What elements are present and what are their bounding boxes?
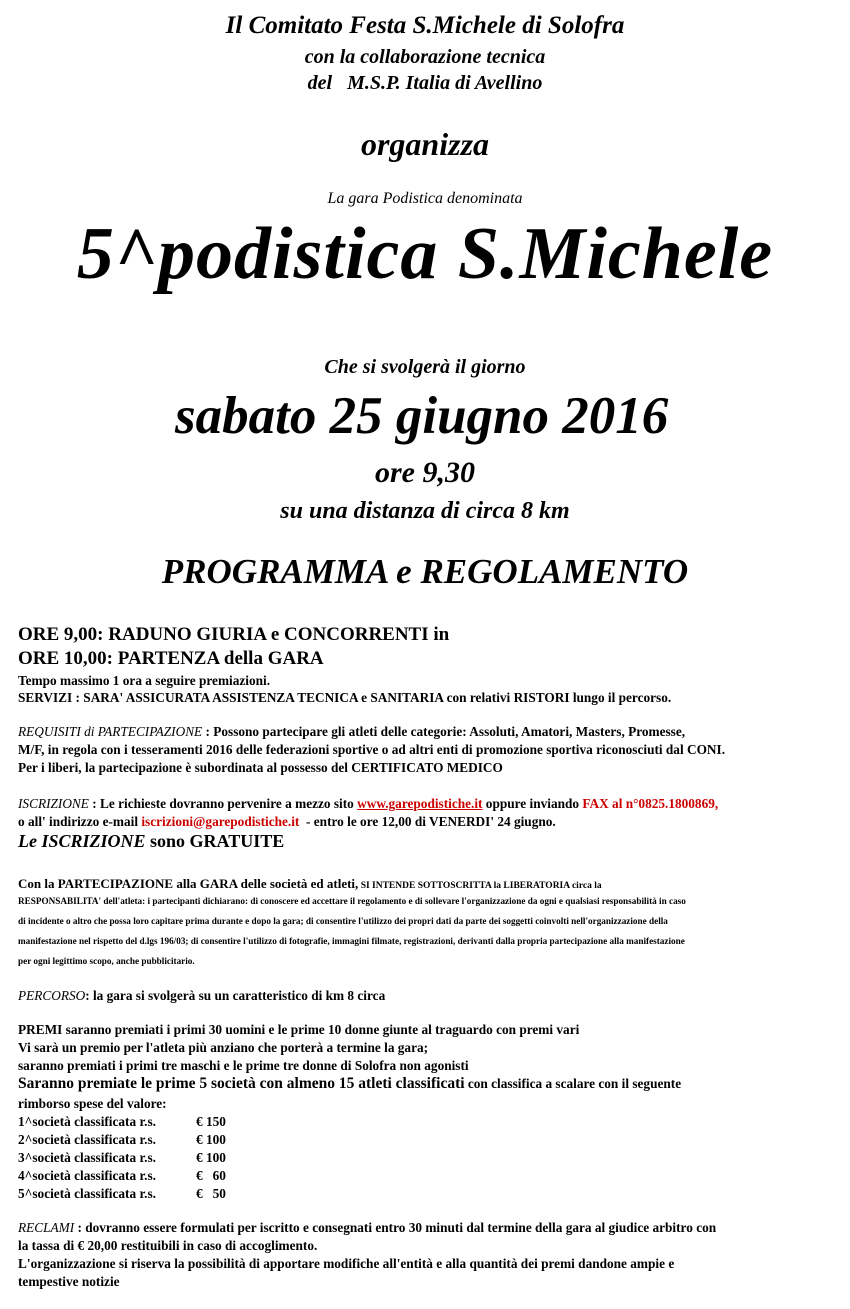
date-intro: Che si svolgerà il giorno [324,356,526,378]
prize-amount: € 150 [196,1114,226,1129]
reclami-line1 [18,1220,716,1236]
prize-position: 3^società classificata r.s. [18,1150,156,1165]
premi-line2: Vi sarà un premio per l'atleta più anziano che porterà a termine la gara; [18,1040,429,1055]
prize-amount: € 50 [196,1186,226,1201]
iscrizione-text3: o all' indirizzo e-mail [18,814,142,829]
iscrizione-line1 [18,796,718,812]
iscrizione-free [18,831,284,852]
liberatoria-lead: Con la PARTECIPAZIONE alla GARA delle società ed atleti, [18,876,359,891]
reclami-line4: tempestive notizie [18,1274,120,1289]
requisiti-label: REQUISITI di PARTECIPAZIONE [18,724,203,739]
reclami-label: RECLAMI [18,1220,75,1235]
prize-position: 4^società classificata r.s. [18,1168,156,1183]
free-text: sono GRATUITE [145,831,285,851]
fax-number: FAX al n°0825.1800869, [582,796,719,811]
iscrizione-text2: oppure inviando [482,796,583,811]
liberatoria-line3: di incidente o altro che possa loro capitare prima durante e dopo la gara; di consentire l'utilizzo dei propri dati da parte dei soggetti coinvolti nell'organizzazione della [18,916,668,926]
race-subtitle: La gara Podistica denominata [327,190,523,207]
prize-amount: € 60 [196,1168,226,1183]
prize-row [18,1186,226,1202]
organizza-heading: organizza [360,126,490,162]
prize-amount: € 100 [196,1150,226,1165]
liberatoria-line1 [18,876,602,892]
requisiti-line3: Per i liberi, la partecipazione è subordinata al possesso del CERTIFICATO MEDICO [18,760,503,775]
event-title: 5^podistica S.Michele [76,213,774,295]
societa-big: Saranno premiate le prime 5 società con almeno 15 atleti classificati [18,1075,465,1092]
section-title: PROGRAMMA e REGOLAMENTO [161,552,689,591]
prize-amount: € 100 [196,1132,226,1147]
percorso-label: PERCORSO [18,988,86,1003]
reclami-line2: la tassa di € 20,00 restituibili in caso di accoglimento. [18,1238,318,1253]
free-label: Le ISCRIZIONE [18,831,146,851]
servizi-line: SERVIZI : SARA' ASSICURATA ASSISTENZA TECNICA e SANITARIA con relativi RISTORI lungo il percorso. [18,690,672,705]
prize-position: 5^società classificata r.s. [18,1186,156,1201]
collaboration-line: con la collaborazione tecnica [304,46,546,68]
event-date: sabato 25 giugno 2016 [175,387,669,445]
prize-row [18,1168,226,1184]
iscrizione-label: ISCRIZIONE [18,796,89,811]
iscrizione-line2 [18,814,556,830]
email-link[interactable]: iscrizioni@garepodistiche.it [141,814,300,829]
liberatoria-lead-small: SI INTENDE SOTTOSCRITTA la LIBERATORIA circa la [358,881,602,891]
tempo-line: Tempo massimo 1 ora a seguire premiazioni. [18,673,271,688]
premi-line1: PREMI saranno premiati i primi 30 uomini e le prime 10 donne giunte al traguardo con premi vari [18,1022,580,1037]
societa-small: con classifica a scalare con il seguente [464,1076,682,1091]
liberatoria-line2: RESPONSABILITA' dell'atleta: i partecipanti dichiarano: di conoscere ed accettare il regolamento e di sollevare l'organizzazione da ogni e qualsiasi responsabilità in caso [18,896,686,906]
prize-row [18,1150,226,1166]
msp-line: del M.S.P. Italia di Avellino [307,72,543,94]
event-distance: su una distanza di circa 8 km [280,498,570,524]
premi-line3: saranno premiati i primi tre maschi e le prime tre donne di Solofra non agonisti [18,1058,469,1073]
site-link[interactable]: www.garepodistiche.it [357,796,483,811]
prize-row [18,1114,226,1130]
percorso-text: : la gara si svolgerà su un caratteristico di km 8 circa [85,988,386,1003]
reclami-line3: L'organizzazione si riserva la possibilità di apportare modifiche all'entità e alla quantità dei premi dandone ampie e [18,1256,675,1271]
prize-position: 1^società classificata r.s. [18,1114,156,1129]
requisiti-text: : Possono partecipare gli atleti delle categorie: Assoluti, Amatori, Masters, Promesse, [202,724,686,739]
prize-position: 2^società classificata r.s. [18,1132,156,1147]
requisiti-line2: M/F, in regola con i tesseramenti 2016 delle federazioni sportive o ad altri enti di promozione sportiva riconosciuti dal CONI. [18,742,726,757]
iscrizione-text1: : Le richieste dovranno pervenire a mezzo sito [88,796,358,811]
reclami-text: : dovranno essere formulati per iscritto e consegnati entro 30 minuti dal termine della gara al giudice arbitro con [74,1220,717,1235]
committee-line: Il Comitato Festa S.Michele di Solofra [225,12,625,39]
iscrizione-text4: - entro le ore 12,00 di VENERDI' 24 giugno. [299,814,556,829]
liberatoria-line5: per ogni legittimo scopo, anche pubblicitario. [18,956,195,966]
requisiti-line1 [18,724,685,740]
partenza-line: ORE 10,00: PARTENZA della GARA [18,648,324,669]
rimborso-line: rimborso spese del valore: [18,1096,167,1111]
percorso-line [18,988,385,1004]
event-time: ore 9,30 [375,456,475,489]
raduno-line: ORE 9,00: RADUNO GIURIA e CONCORRENTI in [18,624,450,645]
societa-line [18,1075,681,1093]
liberatoria-line4: manifestazione nel rispetto del d.lgs 196/03; di consentire l'utilizzo di fotografie, immagini filmate, registrazioni, derivanti dalla propria partecipazione alla manifestazione [18,936,685,946]
prize-row [18,1132,226,1148]
